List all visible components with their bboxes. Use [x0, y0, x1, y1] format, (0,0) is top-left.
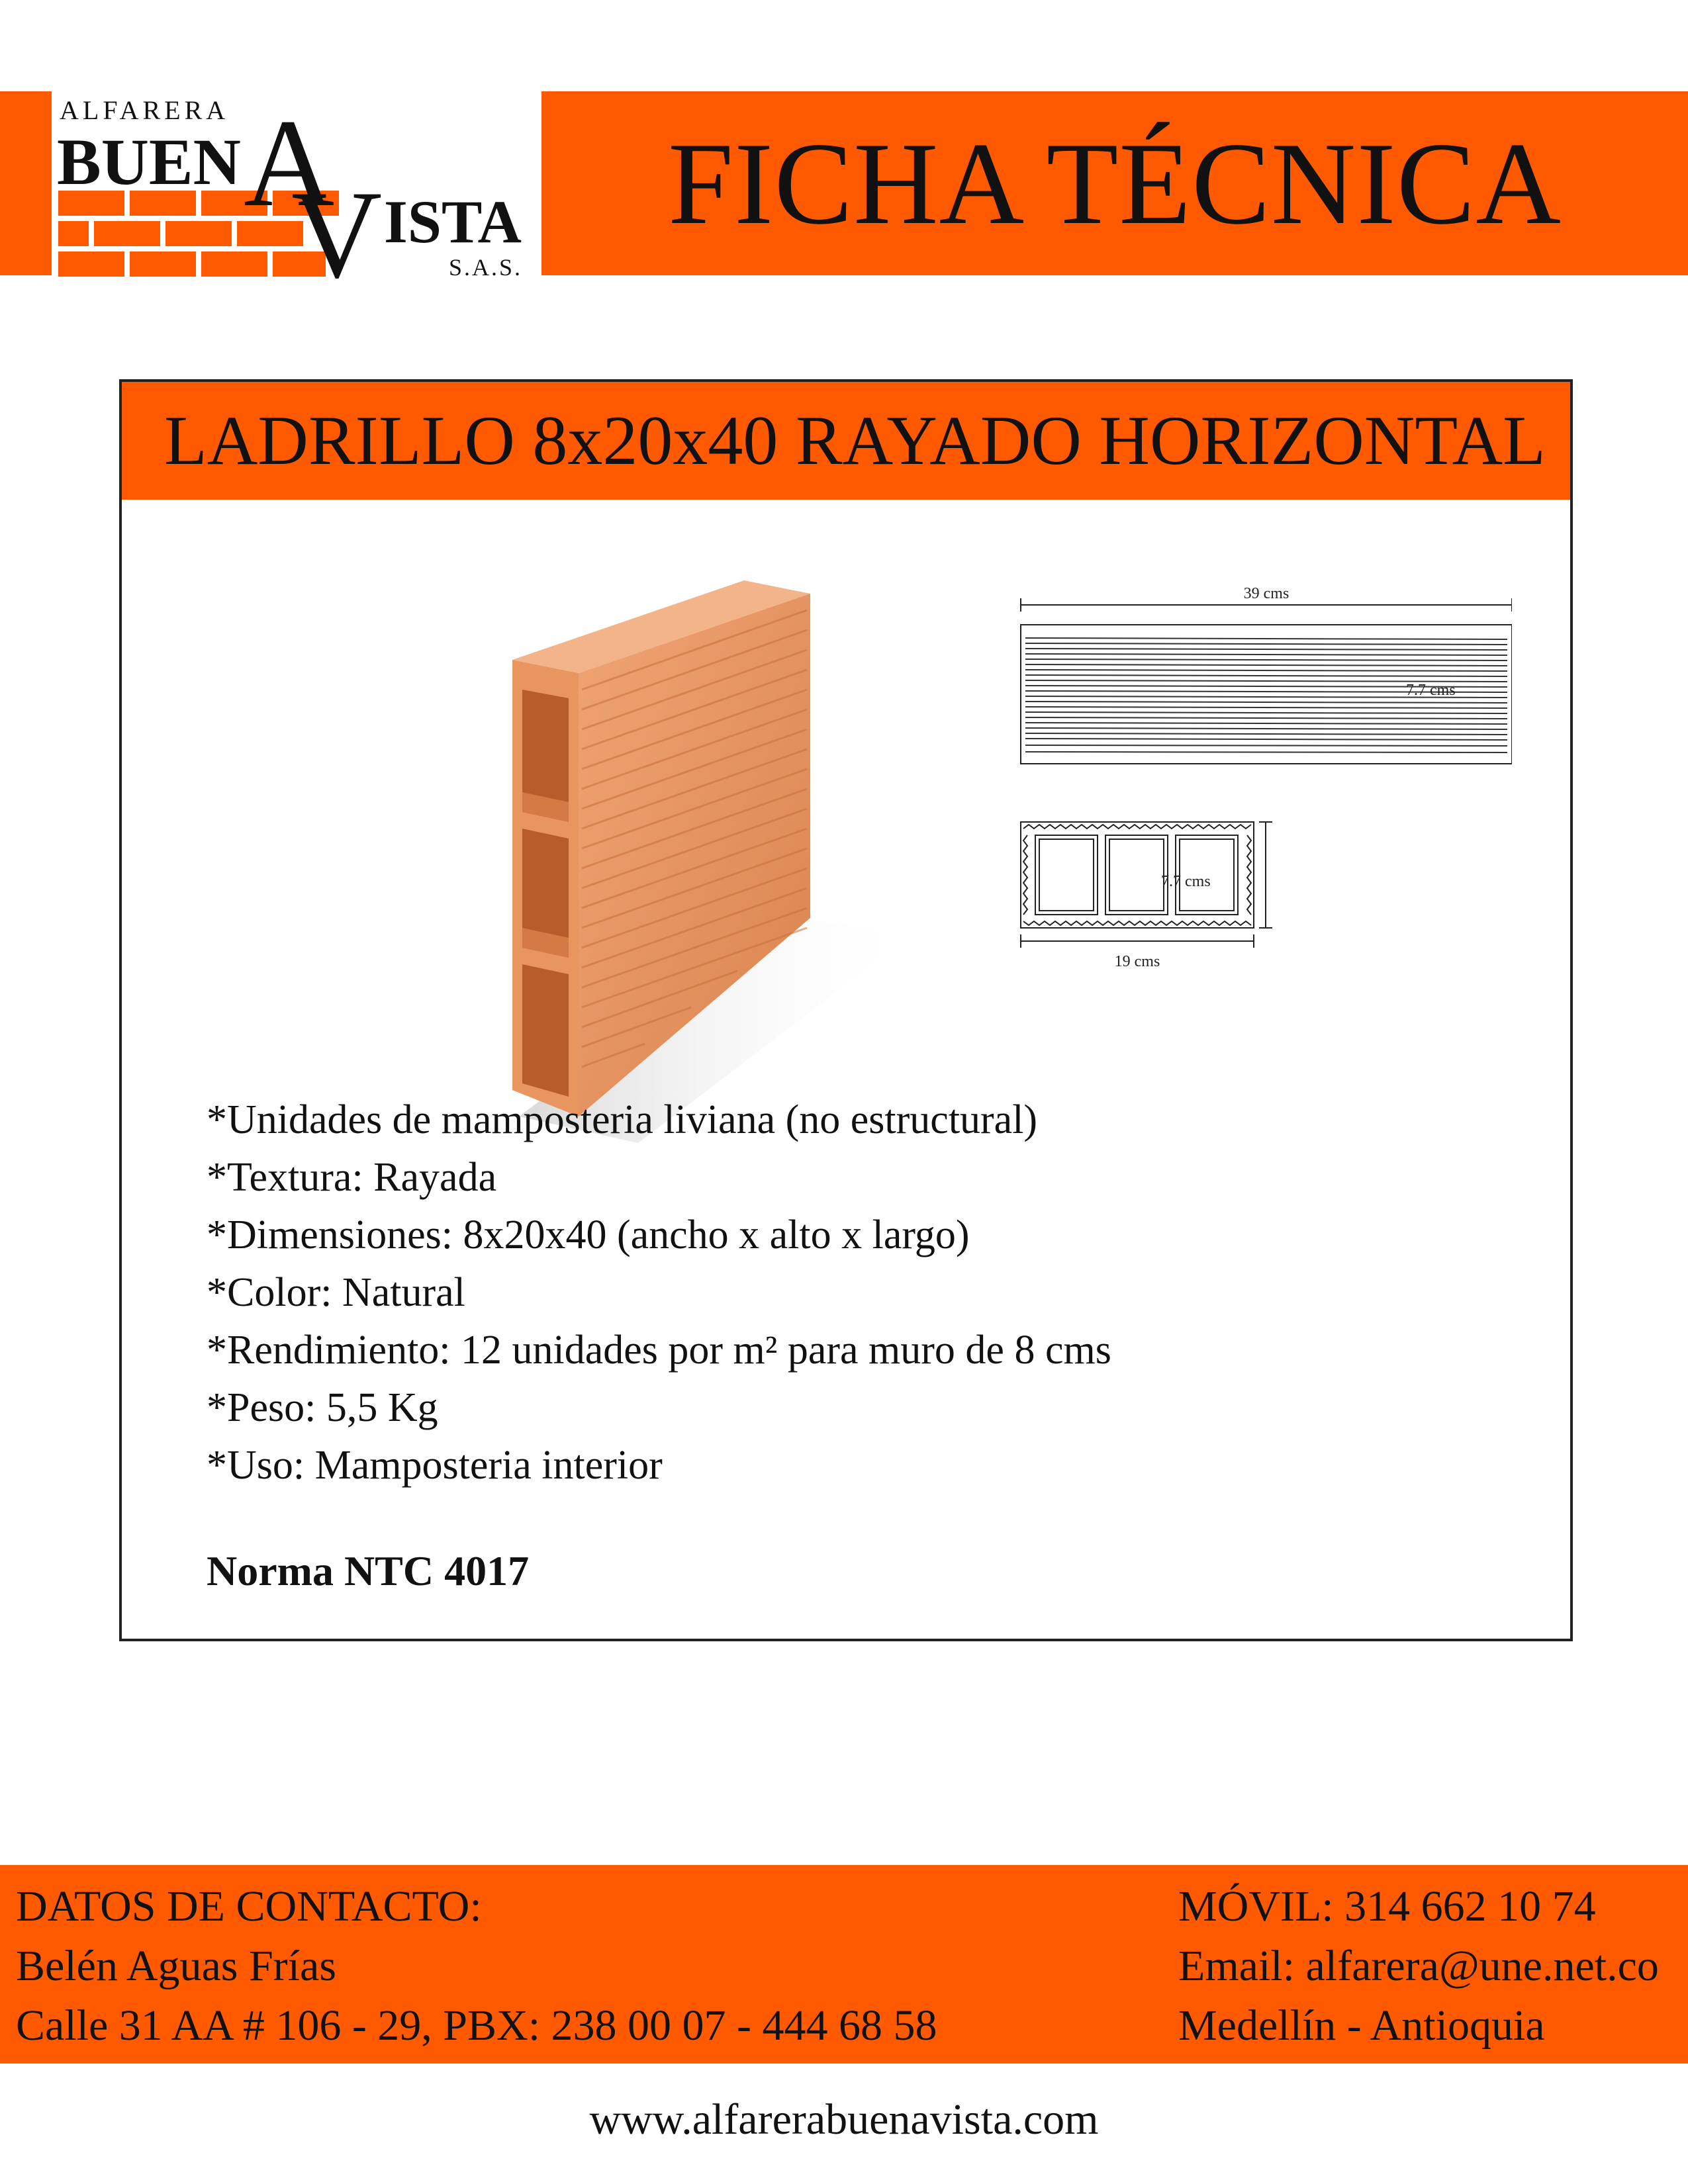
brick-photo — [440, 574, 916, 1143]
contact-mobile: MÓVIL: 314 662 10 74 — [1178, 1882, 1596, 1931]
section-width-label: 19 cms — [1114, 953, 1160, 970]
elevation-drawing — [850, 578, 1512, 777]
spec-item: *Unidades de mamposteria liviana (no estructural) — [207, 1097, 1038, 1142]
logo-big-a: A — [244, 94, 335, 233]
elevation-width-label: 39 cms — [1243, 585, 1289, 602]
logo-sas: S.A.S. — [449, 254, 523, 281]
contact-address: Calle 31 AA # 106 - 29, PBX: 238 00 07 - 444 68 58 — [16, 2001, 937, 2050]
website-link[interactable]: www.alfarerabuenavista.com — [589, 2095, 1099, 2144]
spec-item: *Peso: 5,5 Kg — [207, 1385, 438, 1430]
section-height-label: 7.7 cms — [1161, 873, 1211, 890]
norma-standard: Norma NTC 4017 — [207, 1547, 530, 1594]
logo-buen: BUEN — [57, 125, 241, 199]
product-card — [119, 379, 1573, 1641]
page-title: FICHA TÉCNICA — [668, 118, 1562, 249]
elevation-height-label: 7.7 cms — [1406, 682, 1456, 699]
spec-item: *Rendimiento: 12 unidades por m² para muro de 8 cms — [207, 1328, 1111, 1373]
contact-location: Belén Aguas Frías — [16, 1942, 336, 1990]
contact-block — [16, 1877, 937, 2056]
spec-item: *Textura: Rayada — [207, 1155, 497, 1200]
product-title: LADRILLO 8x20x40 RAYADO HORIZONTAL — [164, 402, 1546, 479]
company-logo — [52, 85, 541, 283]
product-title-band — [122, 382, 1570, 500]
spec-item: *Uso: Mamposteria interior — [207, 1443, 663, 1488]
contact-details — [1178, 1877, 1659, 2056]
header-band — [541, 91, 1688, 275]
cross-section-drawing — [850, 815, 1512, 994]
spec-item: *Color: Natural — [207, 1270, 465, 1315]
spec-item: *Dimensiones: 8x20x40 (ancho x alto x largo) — [207, 1212, 970, 1257]
spec-list — [207, 1091, 1464, 1494]
logo-ista: ISTA — [384, 188, 522, 255]
logo-alfarera: ALFARERA — [60, 95, 230, 125]
contact-email[interactable]: Email: alfarera@une.net.co — [1178, 1942, 1659, 1990]
contact-city: Medellín - Antioquia — [1178, 2001, 1545, 2050]
contact-heading: DATOS DE CONTACTO: — [16, 1882, 482, 1931]
logo-big-v: V — [291, 165, 383, 283]
